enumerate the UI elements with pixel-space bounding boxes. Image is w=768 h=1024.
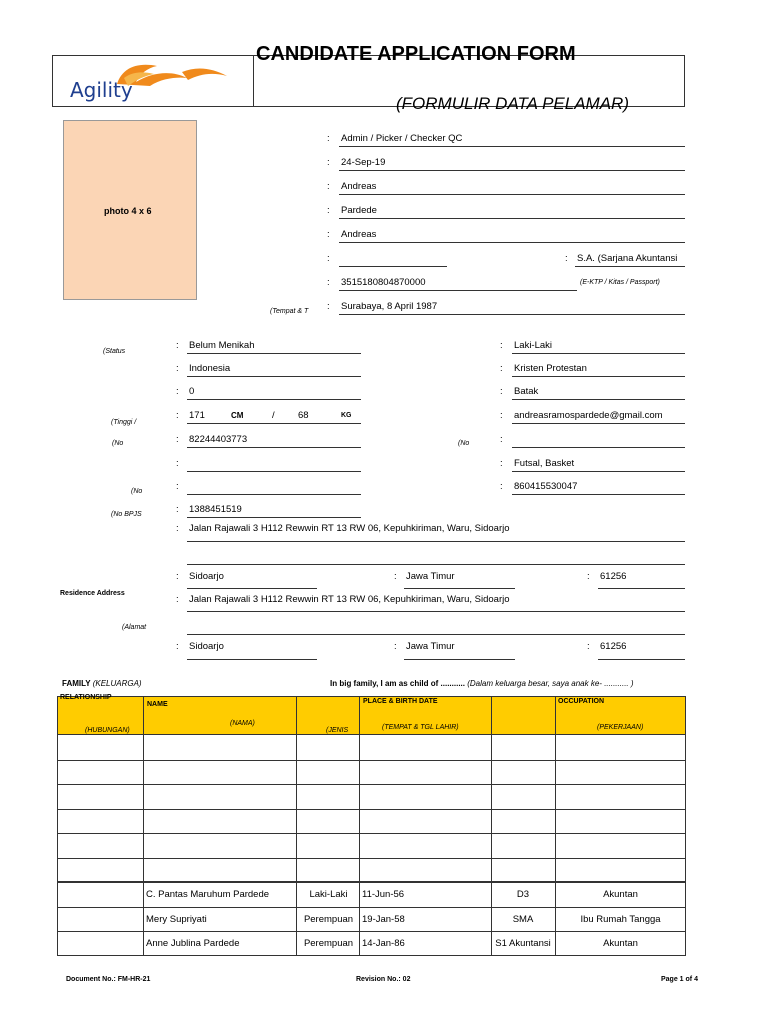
- current-address-label: (Alamat: [122, 624, 147, 631]
- field-colon: :: [500, 363, 503, 374]
- field-colon: :: [176, 434, 179, 445]
- family-education-cell[interactable]: D3: [516, 889, 530, 900]
- field-colon: :: [587, 571, 590, 582]
- phone-label: (No: [112, 440, 124, 447]
- logo-text: Agility: [70, 78, 133, 102]
- field-colon: :: [587, 641, 590, 652]
- height-field[interactable]: 171: [189, 410, 205, 421]
- field-colon: :: [327, 133, 330, 144]
- family-sex-cell[interactable]: Perempuan: [303, 938, 354, 949]
- zip1-underline: [598, 588, 685, 589]
- family-education-cell[interactable]: S1 Akuntansi: [495, 938, 551, 949]
- left-col-underline: [187, 517, 361, 518]
- left-col-underline: [187, 353, 361, 354]
- province2-underline: [404, 659, 515, 660]
- table-row-divider: [57, 760, 686, 761]
- nickname-field-underline: [339, 194, 685, 195]
- current-address-label-clip: [122, 624, 182, 633]
- table-col-divider: [359, 735, 360, 956]
- right-number-field[interactable]: 860415530047: [514, 481, 578, 492]
- address-line2b-underline: [187, 634, 685, 635]
- field-colon: :: [176, 458, 179, 469]
- address-line1b-underline: [187, 564, 685, 565]
- birth-label: (Tempat & T: [270, 308, 309, 315]
- field-colon: :: [176, 641, 179, 652]
- city1-underline: [187, 588, 317, 589]
- province1-field[interactable]: Jawa Timur: [406, 571, 455, 582]
- table-row-divider: [57, 858, 686, 859]
- marital-status-field[interactable]: Belum Menikah: [189, 340, 255, 351]
- left-col-underline: [187, 376, 361, 377]
- family-name-cell[interactable]: Anne Jublina Pardede: [146, 938, 240, 949]
- place-birth-header: PLACE & BIRTH DATE: [363, 698, 438, 705]
- degree-field[interactable]: S.A. (Sarjana Akuntansi: [577, 253, 678, 264]
- field-colon: :: [327, 157, 330, 168]
- family-birth-cell[interactable]: 14-Jan-86: [362, 938, 405, 949]
- table-col-divider: [555, 696, 556, 735]
- birth-field-underline: [339, 314, 685, 315]
- field-colon: :: [500, 481, 503, 492]
- email-field-underline: [512, 423, 685, 424]
- weight-unit: KG: [341, 412, 352, 419]
- photo-label: photo 4 x 6: [104, 206, 152, 216]
- nickname-field[interactable]: Andreas: [341, 181, 377, 192]
- photo-box[interactable]: [63, 120, 197, 300]
- gender-field-underline: [512, 353, 685, 354]
- hobby-field[interactable]: Futsal, Basket: [514, 458, 575, 469]
- table-row-divider: [57, 784, 686, 785]
- height-weight-separator: /: [272, 410, 275, 421]
- zip1-field[interactable]: 61256: [600, 571, 627, 582]
- weight-field[interactable]: 68: [298, 410, 309, 421]
- ethnic-field[interactable]: Batak: [514, 386, 539, 397]
- address-line2-field[interactable]: Jalan Rajawali 3 H112 Rewwin RT 13 RW 06, Kepuhkiriman, Waru, Sidoarjo: [189, 594, 510, 605]
- field-colon: :: [327, 229, 330, 240]
- date-field[interactable]: 24-Sep-19: [341, 157, 386, 168]
- header-title-clip: [254, 43, 684, 66]
- right-row5-label-clip: [458, 441, 498, 446]
- right-row5-label: (No: [458, 440, 470, 447]
- id-number-field-underline: [339, 290, 577, 291]
- left-col-underline: [187, 447, 361, 448]
- first-name-field[interactable]: Andreas: [341, 229, 377, 240]
- page-title: CANDIDATE APPLICATION FORM: [256, 43, 576, 65]
- family-label: FAMILY (KELUARGA): [62, 679, 142, 688]
- phone-field[interactable]: 82244403773: [189, 434, 248, 445]
- table-row-divider: [57, 833, 686, 834]
- field-colon: :: [327, 277, 330, 288]
- hobby-field-underline: [512, 471, 685, 472]
- field-colon: :: [176, 410, 179, 421]
- religion-field-underline: [512, 376, 685, 377]
- surname-field-underline: [339, 218, 685, 219]
- bpjs-label: (No BPJS: [111, 511, 142, 518]
- table-col-divider: [143, 696, 144, 735]
- blank-field-underline: [339, 266, 447, 267]
- height-label-clip: [111, 420, 151, 425]
- field-colon: :: [327, 301, 330, 312]
- table-row-divider: [57, 881, 686, 883]
- position-field-underline: [339, 146, 685, 147]
- field-colon: :: [176, 481, 179, 492]
- occupation-header: OCCUPATION: [558, 698, 605, 705]
- religion-field[interactable]: Kristen Protestan: [514, 363, 587, 374]
- place-birth-subheader: (TEMPAT & TGL LAHIR): [382, 724, 459, 731]
- field-colon: :: [327, 181, 330, 192]
- name-header: NAME: [147, 701, 168, 708]
- field-colon: :: [500, 434, 503, 445]
- field-colon: :: [176, 594, 179, 605]
- family-occupation-cell[interactable]: Ibu Rumah Tangga: [580, 913, 661, 925]
- family-occupation-cell[interactable]: Akuntan: [603, 938, 638, 949]
- position-field[interactable]: Admin / Picker / Checker QC: [341, 133, 463, 144]
- field-colon: :: [176, 386, 179, 397]
- bpjs-field[interactable]: 1388451519: [189, 504, 242, 515]
- family-occupation-cell[interactable]: Akuntan: [603, 889, 638, 900]
- relationship-subheader: (HUBUNGAN): [85, 727, 130, 734]
- relationship-header: RELATIONSHIP: [60, 694, 112, 701]
- table-col-divider: [143, 735, 144, 956]
- name-subheader: (NAMA): [230, 720, 255, 727]
- id-number-field[interactable]: 3515180804870000: [341, 277, 426, 288]
- right-row5-field-underline: [512, 447, 685, 448]
- field-colon: :: [565, 253, 568, 264]
- occupation-subheader: (PEKERJAAN): [597, 724, 644, 731]
- row8-label-clip: [131, 489, 171, 494]
- zip2-underline: [598, 659, 685, 660]
- table-row-divider: [57, 931, 686, 932]
- field-colon: :: [327, 253, 330, 264]
- birth-field[interactable]: Surabaya, 8 April 1987: [341, 301, 438, 312]
- city1-field[interactable]: Sidoarjo: [189, 571, 224, 582]
- left-col-underline: [187, 494, 361, 495]
- degree-field-underline: [575, 266, 685, 267]
- table-col-divider: [555, 735, 556, 956]
- nationality-field[interactable]: Indonesia: [189, 363, 231, 374]
- phone-label-clip: [112, 441, 152, 446]
- height-unit: CM: [231, 411, 244, 420]
- family-birth-cell[interactable]: 19-Jan-58: [362, 913, 405, 925]
- left-col-underline: [187, 423, 361, 424]
- address-line1-field[interactable]: Jalan Rajawali 3 H112 Rewwin RT 13 RW 06, Kepuhkiriman, Waru, Sidoarjo: [189, 523, 510, 534]
- city2-field[interactable]: Sidoarjo: [189, 641, 224, 652]
- address-line2-underline: [187, 611, 685, 612]
- field-colon: :: [394, 641, 397, 652]
- date-field-underline: [339, 170, 685, 171]
- family-name-cell[interactable]: Mery Supriyati: [146, 913, 207, 925]
- field-colon: :: [500, 458, 503, 469]
- zip2-field[interactable]: 61256: [600, 641, 627, 652]
- table-row-divider: [57, 907, 686, 908]
- footer-doc-no: Document No.: FM-HR-21: [66, 976, 151, 983]
- status-label-clip: [103, 349, 143, 354]
- right-number-field-underline: [512, 494, 685, 495]
- city2-underline: [187, 659, 317, 660]
- field-colon: :: [500, 340, 503, 351]
- field-colon: :: [500, 410, 503, 421]
- id-type-note: (E-KTP / Kitas / Passport): [580, 279, 660, 286]
- family-sex-cell[interactable]: Perempuan: [303, 913, 354, 925]
- email-field[interactable]: andreasramospardede@gmail.com: [514, 410, 663, 421]
- family-name-cell[interactable]: C. Pantas Maruhum Pardede: [146, 889, 270, 900]
- table-row-divider: [57, 809, 686, 810]
- height-label: (Tinggi /: [111, 419, 137, 426]
- birth-label-clip: [270, 309, 330, 314]
- field-colon: :: [176, 363, 179, 374]
- field-colon: :: [176, 523, 179, 534]
- table-col-divider: [296, 696, 297, 735]
- header-subtitle-clip: [254, 92, 684, 113]
- field-colon: :: [394, 571, 397, 582]
- sex-subheader: (JENIS: [326, 727, 349, 734]
- family-sex-cell[interactable]: Laki-Laki: [309, 889, 348, 900]
- field-colon: :: [500, 386, 503, 397]
- address-line1-underline: [187, 541, 685, 542]
- province2-field[interactable]: Jawa Timur: [406, 641, 455, 652]
- family-child-order: In big family, I am as child of ........... (Dalam keluarga besar, saya anak ke- ........... ): [330, 679, 634, 688]
- relationship-header-clip: [60, 694, 140, 703]
- family-education-cell[interactable]: SMA: [512, 913, 534, 925]
- row8-label: (No: [131, 488, 143, 495]
- left-col-underline: [187, 471, 361, 472]
- sex-subheader-clip: [326, 727, 356, 733]
- ethnic-field-underline: [512, 399, 685, 400]
- table-col-divider: [491, 696, 492, 735]
- left-col-underline: [187, 399, 361, 400]
- family-birth-cell[interactable]: 11-Jun-56: [362, 889, 405, 900]
- table-col-divider: [359, 696, 360, 735]
- footer-revision: Revision No.: 02: [356, 976, 411, 983]
- surname-field[interactable]: Pardede: [341, 205, 377, 216]
- province1-underline: [404, 588, 515, 589]
- status-label: (Status: [103, 348, 126, 355]
- bpjs-label-clip: [111, 512, 151, 517]
- field-colon: :: [176, 504, 179, 515]
- residence-address-label: Residence Address: [60, 590, 125, 597]
- table-col-divider: [296, 735, 297, 956]
- field-colon: :: [176, 340, 179, 351]
- footer-page: Page 1 of 4: [661, 976, 698, 983]
- field-colon: :: [327, 205, 330, 216]
- gender-field[interactable]: Laki-Laki: [514, 340, 553, 351]
- children-field[interactable]: 0: [189, 386, 195, 397]
- first-name-field-underline: [339, 242, 685, 243]
- field-colon: :: [176, 571, 179, 582]
- page-subtitle: (FORMULIR DATA PELAMAR): [396, 94, 629, 113]
